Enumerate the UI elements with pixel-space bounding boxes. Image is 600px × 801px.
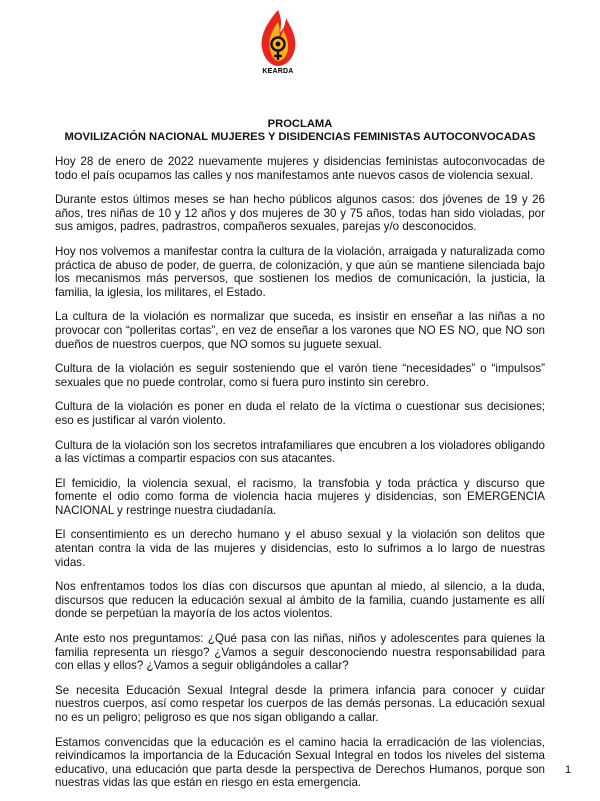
title-line-1: PROCLAMA: [267, 118, 333, 130]
paragraph: El consentimiento es un derecho humano y el abuso sexual y la violación son delitos que atentan contra la vida de las mujeres y disidencias, esto lo sufrimos a lo largo de nuestras vidas.: [55, 528, 545, 569]
paragraph: Estamos convencidas que la educación es el camino hacia la erradicación de las violencias, reivindicamos la importancia de la Educación Sexual Integral en todos los niveles del sistema educativo, una educación que parta desde la perspectiva de Derechos Humanos, porque son nuestras vidas las que están en riesgo en esta emergencia.: [55, 735, 545, 790]
paragraph: Nos enfrentamos todos los días con discursos que apuntan al miedo, al silencio, a la duda, discursos que reducen la educación sexual al ámbito de la familia, cuando justamente es allí donde se perpetúan la mayoría de los actos violentos.: [55, 580, 545, 621]
paragraph: Se necesita Educación Sexual Integral desde la primera infancia para conocer y cuidar nuestros cuerpos, así como respetar los cuerpos de las demás personas. La educación sexual no es un peligro; peligroso es que nos sigan obligando a callar.: [55, 683, 545, 724]
document-body: [55, 155, 545, 801]
flame-venus-icon: [258, 8, 298, 68]
title-line-2: MOVILIZACIÓN NACIONAL MUJERES Y DISIDENCIAS FEMINISTAS AUTOCONVOCADAS: [64, 131, 536, 143]
paragraph: El femicidio, la violencia sexual, el racismo, la transfobia y toda práctica y discurso que fomente el odio como forma de violencia hacia mujeres y disidencias, son EMERGENCIA NACIONAL y restringe nuestra ciudadanía.: [55, 476, 545, 517]
paragraph: Hoy nos volvemos a manifestar contra la cultura de la violación, arraigada y naturalizada como práctica de abuso de poder, de guerra, de colonización, y que aún se mantiene silenciada bajo los mecanismos más perversos, que sostienen los medios de comunicación, la justicia, la familia, la iglesia, los militares, el Estado.: [55, 244, 545, 299]
paragraph: Durante estos últimos meses se han hecho públicos algunos casos: dos jóvenes de 19 y 26 años, tres niñas de 10 y 12 años y dos mujeres de 30 y 75 años, todas han sido violadas, por sus amigos, padres, padrastros, compañeros sexuales, parejas y/o desconocidos.: [55, 193, 545, 234]
paragraph: Cultura de la violación son los secretos intrafamiliares que encubren a los violadores obligando a las víctimas a compartir espacios con sus atacantes.: [55, 438, 545, 466]
paragraph: Cultura de la violación es poner en duda el relato de la víctima o cuestionar sus decisiones; eso es justificar al varón violento.: [55, 400, 545, 427]
logo-text: KEARDA: [262, 68, 294, 75]
paragraph: Ante esto nos preguntamos: ¿Qué pasa con las niñas, niños y adolescentes para quienes la familia representa un riesgo? ¿Vamos a seguir desconociendo nuestra responsabilidad para con ellas y ellos? ¿Vamos a seguir obligándoles a callar?: [55, 632, 545, 673]
page-number: 1: [565, 764, 572, 776]
paragraph: La cultura de la violación es normalizar que suceda, es insistir en enseñar a las niñas a no provocar con “polleritas cortas”, en vez de enseñar a los varones que NO ES NO, que NO son dueños de nuestros cuerpos, que NO somos su juguete sexual.: [55, 310, 545, 351]
logo: [258, 8, 298, 86]
page-title: [40, 118, 560, 144]
paragraph: Hoy 28 de enero de 2022 nuevamente mujeres y disidencias feministas autoconvocadas de todo el país ocupamos las calles y nos manifestamos ante nuevos casos de violencia sexual.: [55, 155, 545, 182]
paragraph: Cultura de la violación es seguir sosteniendo que el varón tiene “necesidades” o “impulsos” sexuales que no puede controlar, como si fuera puro instinto sin cerebro.: [55, 362, 545, 389]
